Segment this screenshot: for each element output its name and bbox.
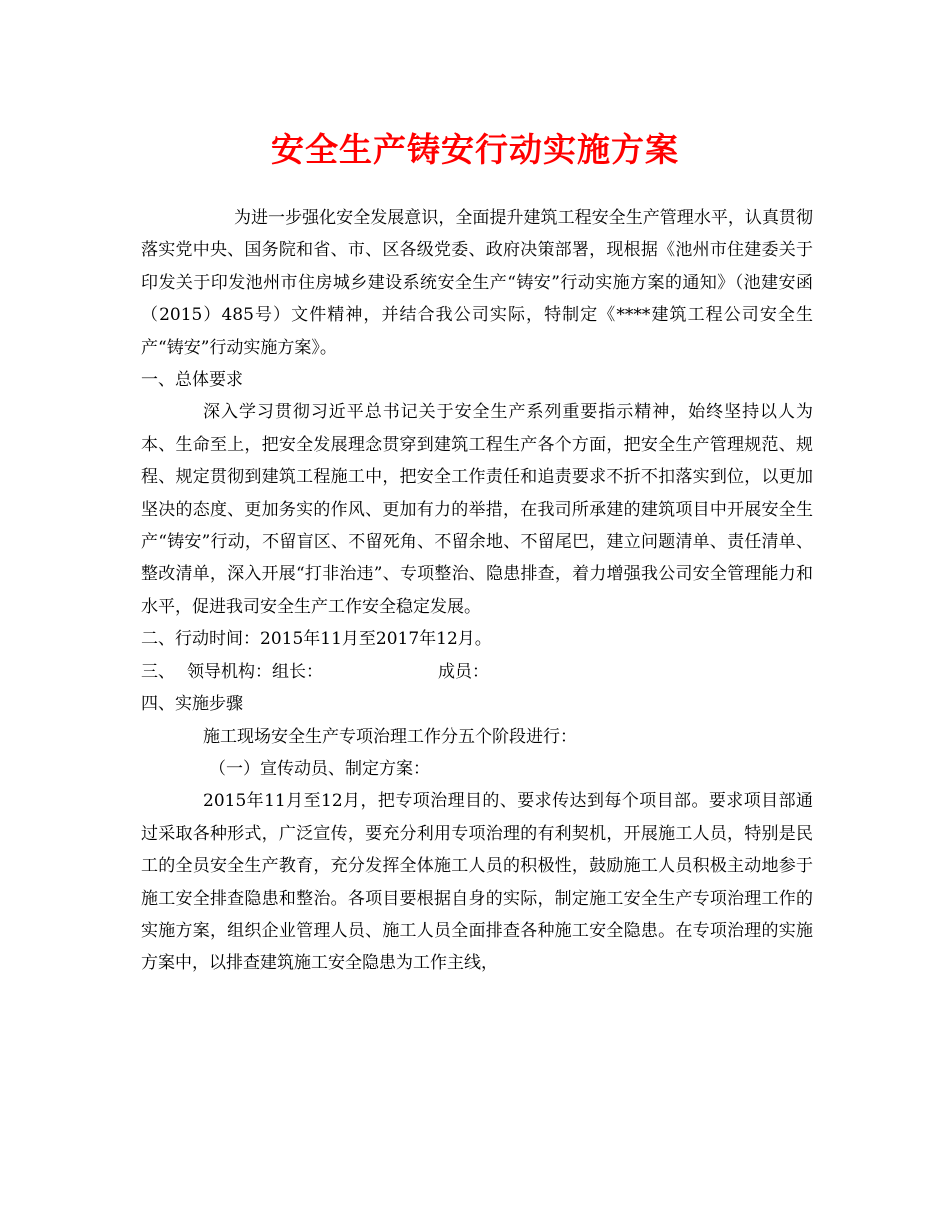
section-4-heading: 四、实施步骤 <box>141 694 243 715</box>
section-3-label: 领导机构：组长： <box>187 661 323 682</box>
section-3-number: 三、 <box>141 661 175 682</box>
step-1-paragraph: 2015年11月至12月，把专项治理目的、要求传达到每个项目部。要求项目部通过采取各种形式，广泛宣传，要充分利用专项治理的有利契机，开展施工人员，特别是民工的全员安全生产教育，充分发挥全体施工人员的积极性，鼓励施工人员积极主动地参于施工安全排查隐患和整治。各项目要根据自身的实际，制定施工安全生产专项治理工作的实施方案，组织企业管理人员、施工人员全面排查各种施工安全隐患。在专项治理的实施方案中，以排查建筑施工安全隐患为工作主线， <box>141 791 813 974</box>
section-1-paragraph: 深入学习贯彻习近平总书记关于安全生产系列重要指示精神，始终坚持以人为本、生命至上，把安全发展理念贯穿到建筑工程生产各个方面，把安全生产管理规范、规程、规定贯彻到建筑工程施工中，把安全工作责任和追责要求不折不扣落实到位，以更加坚决的态度、更加务实的作风、更加有力的举措，在我司所承建的建筑项目中开展安全生产“铸安”行动，不留盲区、不留死角、不留余地、不留尾巴，建立问题清单、责任清单、整改清单，深入开展“打非治违”、专项整治、隐患排查，着力增强我公司安全管理能力和水平，促进我司安全生产工作安全稳定发展。 <box>141 402 813 617</box>
section-3-line <box>141 656 813 688</box>
section-1-heading: 一、总体要求 <box>141 370 243 391</box>
section-2-line: 二、行动时间：2015年11月至2017年12月。 <box>141 629 492 650</box>
section-3-members: 成员： <box>438 661 489 682</box>
section-4-intro: 施工现场安全生产专项治理工作分五个阶段进行： <box>203 726 577 747</box>
step-1-heading: （一）宣传动员、制定方案： <box>209 758 430 779</box>
intro-paragraph: 为进一步强化安全发展意识，全面提升建筑工程安全生产管理水平，认真贯彻落实党中央、国务院和省、市、区各级党委、政府决策部署，现根据《池州市住建委关于印发关于印发池州市住房城乡建设系统安全生产“铸安”行动实施方案的通知》（池建安函（2015）485号）文件精神，并结合我公司实际，特制定《****建筑工程公司安全生产“铸安”行动实施方案》。 <box>141 208 813 358</box>
document-body <box>141 202 813 980</box>
document-title: 安全生产铸安行动实施方案 <box>271 130 679 169</box>
